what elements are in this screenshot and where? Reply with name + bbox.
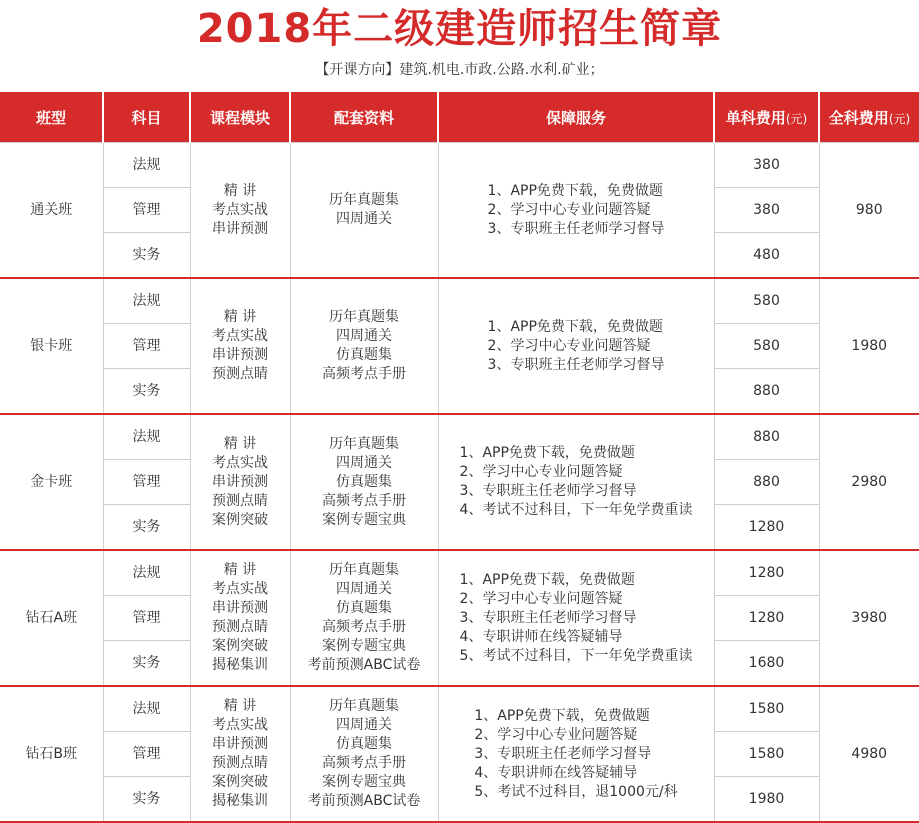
single-fee-cell: 480 xyxy=(714,233,819,279)
single-fee-cell: 1580 xyxy=(714,686,819,732)
header-class-type: 班型 xyxy=(0,92,103,143)
single-fee-cell: 1580 xyxy=(714,732,819,777)
subject-cell: 实务 xyxy=(103,505,190,551)
module-item: 考点实战 xyxy=(212,328,268,344)
module-item: 预测点睛 xyxy=(212,492,268,509)
service-item: 1、APP免费下载，免费做题 xyxy=(487,182,663,199)
services-cell xyxy=(438,550,714,686)
material-item: 历年真题集 xyxy=(329,562,399,578)
subject-cell: 实务 xyxy=(103,641,190,687)
material-item: 高频考点手册 xyxy=(322,755,406,771)
service-item: 5、考试不过科目，退1000元/科 xyxy=(474,783,678,800)
single-fee-cell: 880 xyxy=(714,369,819,415)
single-fee-cell: 880 xyxy=(714,414,819,460)
header-materials: 配套资料 xyxy=(290,92,438,143)
materials-cell xyxy=(290,414,438,550)
material-item: 历年真题集 xyxy=(329,435,399,452)
module-cell xyxy=(190,143,290,279)
services-cell xyxy=(438,686,714,822)
table-row xyxy=(0,686,919,732)
services-cell xyxy=(438,278,714,414)
module-cell xyxy=(190,278,290,414)
material-item: 仿真题集 xyxy=(336,736,392,752)
single-fee-cell: 1280 xyxy=(714,505,819,551)
material-item: 历年真题集 xyxy=(329,698,399,714)
module-item: 串讲预测 xyxy=(212,600,268,616)
single-fee-cell: 1280 xyxy=(714,550,819,596)
header-single-fee xyxy=(714,92,819,143)
subject-cell: 实务 xyxy=(103,777,190,823)
full-fee-cell: 3980 xyxy=(819,550,919,686)
service-item: 2、学习中心专业问题答疑 xyxy=(487,337,651,354)
single-fee-cell: 380 xyxy=(714,143,819,188)
module-item: 考点实战 xyxy=(212,581,268,597)
materials-cell xyxy=(290,143,438,279)
service-item: 4、专职讲师在线答疑辅导 xyxy=(474,764,638,781)
material-item: 四周通关 xyxy=(336,454,392,471)
full-fee-cell: 4980 xyxy=(819,686,919,822)
full-fee-cell: 2980 xyxy=(819,414,919,550)
module-item: 预测点睛 xyxy=(212,755,268,771)
material-item: 四周通关 xyxy=(336,328,392,344)
table-row xyxy=(0,278,919,324)
single-fee-cell: 1680 xyxy=(714,641,819,687)
services-list xyxy=(488,318,665,375)
single-fee-cell: 880 xyxy=(714,460,819,505)
subject-cell: 管理 xyxy=(103,324,190,369)
service-item: 1、APP免费下载，免费做题 xyxy=(474,707,650,724)
module-cell xyxy=(190,414,290,550)
class-type-cell: 钻石A班 xyxy=(0,550,103,686)
service-item: 2、学习中心专业问题答疑 xyxy=(459,590,623,607)
material-item: 考前预测ABC试卷 xyxy=(307,657,421,673)
header-subject: 科目 xyxy=(103,92,190,143)
services-list xyxy=(460,571,693,666)
module-item: 案例突破 xyxy=(212,638,268,654)
class-type-cell: 钻石B班 xyxy=(0,686,103,822)
module-item: 案例突破 xyxy=(212,774,268,790)
full-fee-cell: 1980 xyxy=(819,278,919,414)
material-item: 四周通关 xyxy=(336,581,392,597)
table-row xyxy=(0,550,919,596)
module-item: 揭秘集训 xyxy=(212,657,268,673)
module-cell xyxy=(190,686,290,822)
material-item: 案例专题宝典 xyxy=(322,638,406,654)
service-item: 3、专职班主任老师学习督导 xyxy=(487,220,665,237)
subject-cell: 法规 xyxy=(103,143,190,188)
service-item: 1、APP免费下载，免费做题 xyxy=(459,571,635,588)
services-list xyxy=(474,707,677,802)
material-item: 案例专题宝典 xyxy=(322,511,406,528)
course-directions: 【开课方向】建筑.机电.市政.公路.水利.矿业； xyxy=(315,62,604,78)
page-title: 2018年二级建造师招生简章 xyxy=(196,6,723,52)
service-item: 1、APP免费下载，免费做题 xyxy=(459,445,635,461)
subject-cell: 管理 xyxy=(103,596,190,641)
materials-cell xyxy=(290,550,438,686)
single-fee-cell: 1980 xyxy=(714,777,819,823)
header-full-fee xyxy=(819,92,919,143)
subject-cell: 管理 xyxy=(103,188,190,233)
class-type-cell: 银卡班 xyxy=(0,278,103,414)
module-item: 串讲预测 xyxy=(212,220,268,237)
module-item: 考点实战 xyxy=(212,201,268,218)
module-item: 预测点睛 xyxy=(212,619,268,635)
services-list xyxy=(460,444,693,520)
material-item: 仿真题集 xyxy=(336,600,392,616)
material-item: 案例专题宝典 xyxy=(322,774,406,790)
subject-cell: 实务 xyxy=(103,233,190,279)
single-fee-cell: 580 xyxy=(714,278,819,324)
material-item: 仿真题集 xyxy=(336,347,392,363)
table-row xyxy=(0,143,919,188)
service-item: 4、考试不过科目，下一年免学费重读 xyxy=(459,502,693,518)
material-item: 仿真题集 xyxy=(336,473,392,490)
service-item: 3、专职班主任老师学习督导 xyxy=(474,745,652,762)
header-services: 保障服务 xyxy=(438,92,714,143)
service-item: 3、专职班主任老师学习督导 xyxy=(487,356,665,373)
material-item: 高频考点手册 xyxy=(322,492,406,509)
full-fee-cell: 980 xyxy=(819,143,919,279)
material-item: 高频考点手册 xyxy=(322,619,406,635)
module-item: 精 讲 xyxy=(223,435,257,452)
service-item: 1、APP免费下载，免费做题 xyxy=(487,318,663,335)
header-full-fee-unit: (元) xyxy=(888,111,911,126)
single-fee-cell: 380 xyxy=(714,188,819,233)
module-item: 考点实战 xyxy=(212,717,268,733)
service-item: 2、学习中心专业问题答疑 xyxy=(459,464,623,480)
subject-cell: 管理 xyxy=(103,732,190,777)
subject-cell: 法规 xyxy=(103,550,190,596)
module-item: 预测点睛 xyxy=(212,366,268,382)
fee-table-body xyxy=(0,143,919,823)
header-single-fee-unit: (元) xyxy=(785,111,808,126)
services-cell xyxy=(438,414,714,550)
single-fee-cell: 580 xyxy=(714,324,819,369)
material-item: 四周通关 xyxy=(336,211,392,227)
single-fee-cell: 1280 xyxy=(714,596,819,641)
materials-cell xyxy=(290,686,438,822)
services-list xyxy=(488,182,665,239)
module-item: 串讲预测 xyxy=(212,736,268,752)
header-module: 课程模块 xyxy=(190,92,290,143)
service-item: 3、专职班主任老师学习督导 xyxy=(459,609,637,626)
module-item: 精 讲 xyxy=(223,309,257,325)
material-item: 历年真题集 xyxy=(329,309,399,325)
subject-cell: 管理 xyxy=(103,460,190,505)
services-cell xyxy=(438,143,714,279)
material-item: 四周通关 xyxy=(336,717,392,733)
module-item: 考点实战 xyxy=(212,454,268,471)
module-item: 串讲预测 xyxy=(212,347,268,363)
service-item: 4、专职讲师在线答疑辅导 xyxy=(459,628,623,645)
materials-cell xyxy=(290,278,438,414)
module-item: 串讲预测 xyxy=(212,473,268,490)
module-item: 揭秘集训 xyxy=(212,793,268,809)
material-item: 考前预测ABC试卷 xyxy=(307,793,421,809)
service-item: 2、学习中心专业问题答疑 xyxy=(474,726,638,743)
subject-cell: 实务 xyxy=(103,369,190,415)
module-item: 精 讲 xyxy=(223,562,257,578)
fee-table xyxy=(0,92,919,823)
table-row xyxy=(0,414,919,460)
subject-cell: 法规 xyxy=(103,414,190,460)
header-single-fee-label: 单科费用 xyxy=(725,108,786,127)
service-item: 5、考试不过科目，下一年免学费重读 xyxy=(459,647,693,664)
material-item: 高频考点手册 xyxy=(322,366,406,382)
module-item: 精 讲 xyxy=(223,698,257,714)
subject-cell: 法规 xyxy=(103,278,190,324)
class-type-cell: 金卡班 xyxy=(0,414,103,550)
material-item: 历年真题集 xyxy=(329,192,399,208)
header-full-fee-label: 全科费用 xyxy=(828,108,889,127)
table-header-row xyxy=(0,92,919,143)
module-item: 案例突破 xyxy=(212,511,268,528)
service-item: 3、专职班主任老师学习督导 xyxy=(459,483,637,499)
module-item: 精 讲 xyxy=(223,182,257,199)
service-item: 2、学习中心专业问题答疑 xyxy=(487,201,651,218)
class-type-cell: 通关班 xyxy=(0,143,103,279)
subject-cell: 法规 xyxy=(103,686,190,732)
module-cell xyxy=(190,550,290,686)
